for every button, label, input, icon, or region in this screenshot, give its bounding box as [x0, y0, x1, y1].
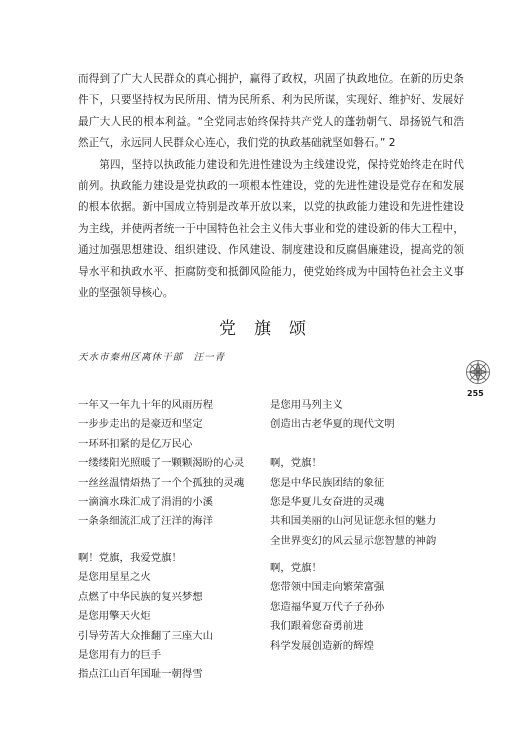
- page-number: 255: [467, 389, 484, 398]
- poem-line: 您是中华民族团结的象征: [270, 476, 385, 489]
- poem-line: 指点江山百年国耻一朝得雪: [78, 668, 203, 681]
- poem-line: 我们跟着您奋勇前进: [270, 620, 364, 633]
- poem-line: 一条条细流汇成了汪洋的海洋: [78, 515, 214, 528]
- poem-column-left: [78, 396, 244, 532]
- poem-column-right: [270, 396, 436, 551]
- poem-line: 您是华夏儿女奋进的灵魂: [270, 495, 385, 508]
- poem-line-blank: [270, 435, 436, 454]
- poem-line: 是您用马列主义: [270, 399, 343, 411]
- poem-line: 您造福华夏万代子子孙孙: [270, 600, 385, 613]
- poem-line: 创造出古老华夏的现代文明: [270, 418, 395, 431]
- poem-line: 引导劳苦大众推翻了三座大山: [78, 629, 214, 642]
- poem-line: 啊，党旗！: [270, 562, 322, 574]
- prose-section: [78, 69, 464, 304]
- poem-column-left-2: [78, 549, 213, 685]
- poem-line: 全世界变幻的风云显示您智慧的神韵: [270, 534, 437, 547]
- poem-line: 共和国美丽的山河见证您永恒的魅力: [270, 515, 437, 528]
- poem-line: 一环环扣紧的是亿万民心: [78, 437, 193, 450]
- poem-line: 一步步走出的是豪迈和坚定: [78, 418, 203, 431]
- rosette-ornament-icon: [465, 359, 491, 385]
- poem-line: 是您用星星之火: [78, 571, 151, 584]
- poem-line: 一缕缕阳光照暖了一颗颗渴盼的心灵: [78, 457, 245, 470]
- paragraph-2: 第四，坚持以执政能力建设和先进性建设为主线建设党，保持党始终走在时代前列。执政能力建设是党执政的一项根本性建设，党的先进性建设是党存在和发展的根本依据。新中国成立特别是改革开放以来，以党的执政能力建设和先进性建设为主线，并使两者统一于中国特色社会主义伟大事业和党的建设新的伟大工程中，通过加强思想建设、组织建设、作风建设、制度建设和反腐倡廉建设，提高党的领导水平和执政水平、拒腐防变和抵御风险能力，使党始终成为中国特色社会主义事业的坚强领导核心。: [78, 158, 464, 300]
- poem-line: 啊，党旗！: [270, 457, 322, 470]
- poem-title: 党旗颂: [219, 319, 324, 339]
- poem-line: 科学发展创造新的辉煌: [270, 639, 374, 652]
- poem-line: 一年又一年九十年的风雨历程: [78, 399, 214, 411]
- poem-line: 是您用擎天火炬: [78, 610, 151, 623]
- poem-line: 您带领中国走向繁荣富强: [270, 581, 385, 594]
- poem-line: 是您用有力的巨手: [78, 648, 162, 661]
- poem-column-right-2: [270, 559, 384, 656]
- poem-author: 天水市秦州区离休干部 汪一青: [78, 352, 226, 363]
- poem-line: 一滴滴水珠汇成了涓涓的小溪: [78, 495, 214, 508]
- poem-line: 一丝丝温情焐热了一个个孤独的灵魂: [78, 476, 245, 489]
- paragraph-1: 而得到了广大人民群众的真心拥护，赢得了政权，巩固了执政地位。在新的历史条件下，只要坚持权为民所用、情为民所系、利为民所谋，实现好、维护好、发展好最广大人民的根本利益。“全党同志始终保持共产党人的蓬勃朝气、昂扬锐气和浩然正气，永远同人民群众心连心，我们党的执政基础就坚如磐石。” 2: [78, 73, 464, 150]
- poem-line: 啊！党旗，我爱党旗！: [78, 552, 182, 564]
- poem-line: 点燃了中华民族的复兴梦想: [78, 590, 203, 603]
